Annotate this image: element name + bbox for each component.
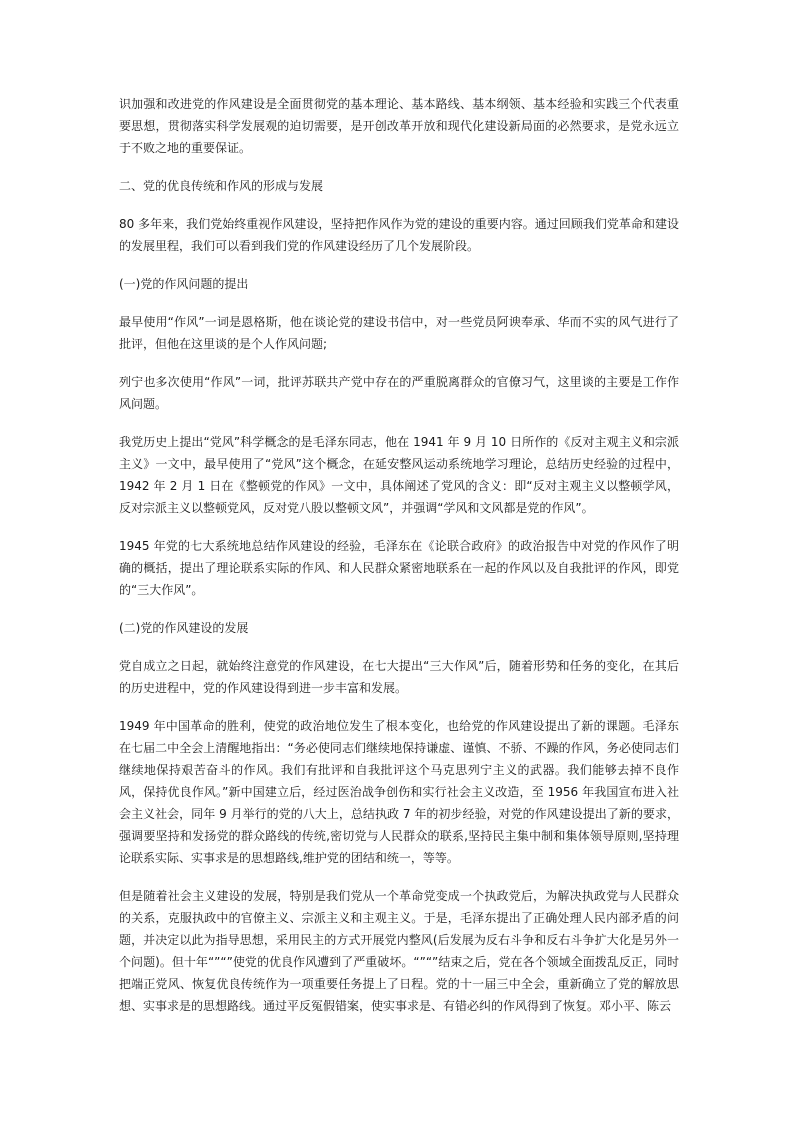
subsection-heading-1: (一)党的作风问题的提出 bbox=[119, 277, 249, 291]
paragraph-seventh-congress: 1945 年党的七大系统地总结作风建设的经验，毛泽东在《论联合政府》的政治报告中对党的作风作了明确的概括，提出了理论联系实际的作风、和人民群众紧密地联系在一起的作风以及自我批评的作风，即党的“三大作风”。 bbox=[119, 539, 679, 597]
section-heading-2: 二、党的优良传统和作风的形成与发展 bbox=[119, 179, 324, 193]
paragraph-intro: 识加强和改进党的作风建设是全面贯彻党的基本理论、基本路线、基本纲领、基本经验和实践三个代表重要思想，贯彻落实科学发展观的迫切需要，是开创改革开放和现代化建设新局面的必然要求，是党永远立于不败之地的重要保证。 bbox=[119, 97, 679, 155]
paragraph-lenin: 列宁也多次使用“作风”一词，批评苏联共产党中存在的严重脱离群众的官僚习气，这里谈的主要是工作作风问题。 bbox=[119, 375, 679, 411]
document-page bbox=[119, 93, 679, 1033]
subsection-heading-2: (二)党的作风建设的发展 bbox=[119, 621, 249, 635]
paragraph-80-years: 80 多年来，我们党始终重视作风建设，坚持把作风作为党的建设的重要内容。通过回顾我们党革命和建设的发展里程，我们可以看到我们党的作风建设经历了几个发展阶段。 bbox=[119, 217, 679, 253]
paragraph-since-founding: 党自成立之日起，就始终注意党的作风建设，在七大提出“三大作风”后，随着形势和任务的变化，在其后的历史进程中，党的作风建设得到进一步丰富和发展。 bbox=[119, 659, 679, 695]
paragraph-engels: 最早使用“作风”一词是恩格斯，他在谈论党的建设书信中，对一些党员阿谀奉承、华而不实的风气进行了批评，但他在这里谈的是个人作风问题; bbox=[119, 315, 679, 351]
paragraph-socialist-construction: 但是随着社会主义建设的发展，特别是我们党从一个革命党变成一个执政党后，为解决执政党与人民群众的关系，克服执政中的官僚主义、宗派主义和主观主义。于是，毛泽东提出了正确处理人民内部矛盾的问题，并决定以此为指导思想，采用民主的方式开展党内整风(后发展为反右斗争和反右斗争扩大化是另外一个问题)。但十年“”“”使党的优良作风遭到了严重破坏。“”“”结束之后，党在各个领域全面拨乱反正，同时把端正党风、恢复优良传统作为一项重要任务提上了日程。党的十一届三中全会，重新确立了党的解放思想、实事求是的思想路线。通过平反冤假错案，使实事求是、有错必纠的作风得到了恢复。邓小平、陈云 bbox=[119, 889, 679, 1013]
paragraph-1949: 1949 年中国革命的胜利，使党的政治地位发生了根本变化，也给党的作风建设提出了新的课题。毛泽东在七届二中全会上清醒地指出：“务必使同志们继续地保持谦虚、谨慎、不骄、不躁的作风，务必使同志们继续地保持艰苦奋斗的作风。我们有批评和自我批评这个马克思列宁主义的武器。我们能够去掉不良作风，保持优良作风。”新中国建立后，经过医治战争创伤和实行社会主义改造，至 1956 年我国宣布进入社会主义社会，同年 9 月举行的党的八大上，总结执政 7 年的初步经验，对党的作风建设提出了新的要求，强调要坚持和发扬党的群众路线的传统,密切党与人民群众的联系,坚持民主集中制和集体领导原则,坚持理论联系实际、实事求是的思想路线,维护党的团结和统一，等等。 bbox=[119, 719, 679, 865]
paragraph-mao-party-style: 我党历史上提出“党风”科学概念的是毛泽东同志，他在 1941 年 9 月 10 日所作的《反对主观主义和宗派主义》一文中，最早使用了“党风”这个概念，在延安整风运动系统地学习理论，总结历史经验的过程中，1942 年 2 月 1 日在《整顿党的作风》一文中，具体阐述了党风的含义：即“反对主观主义以整顿学风，反对宗派主义以整顿党风，反对党八股以整顿文风”，并强调“学风和文风都是党的作风”。 bbox=[119, 435, 679, 515]
